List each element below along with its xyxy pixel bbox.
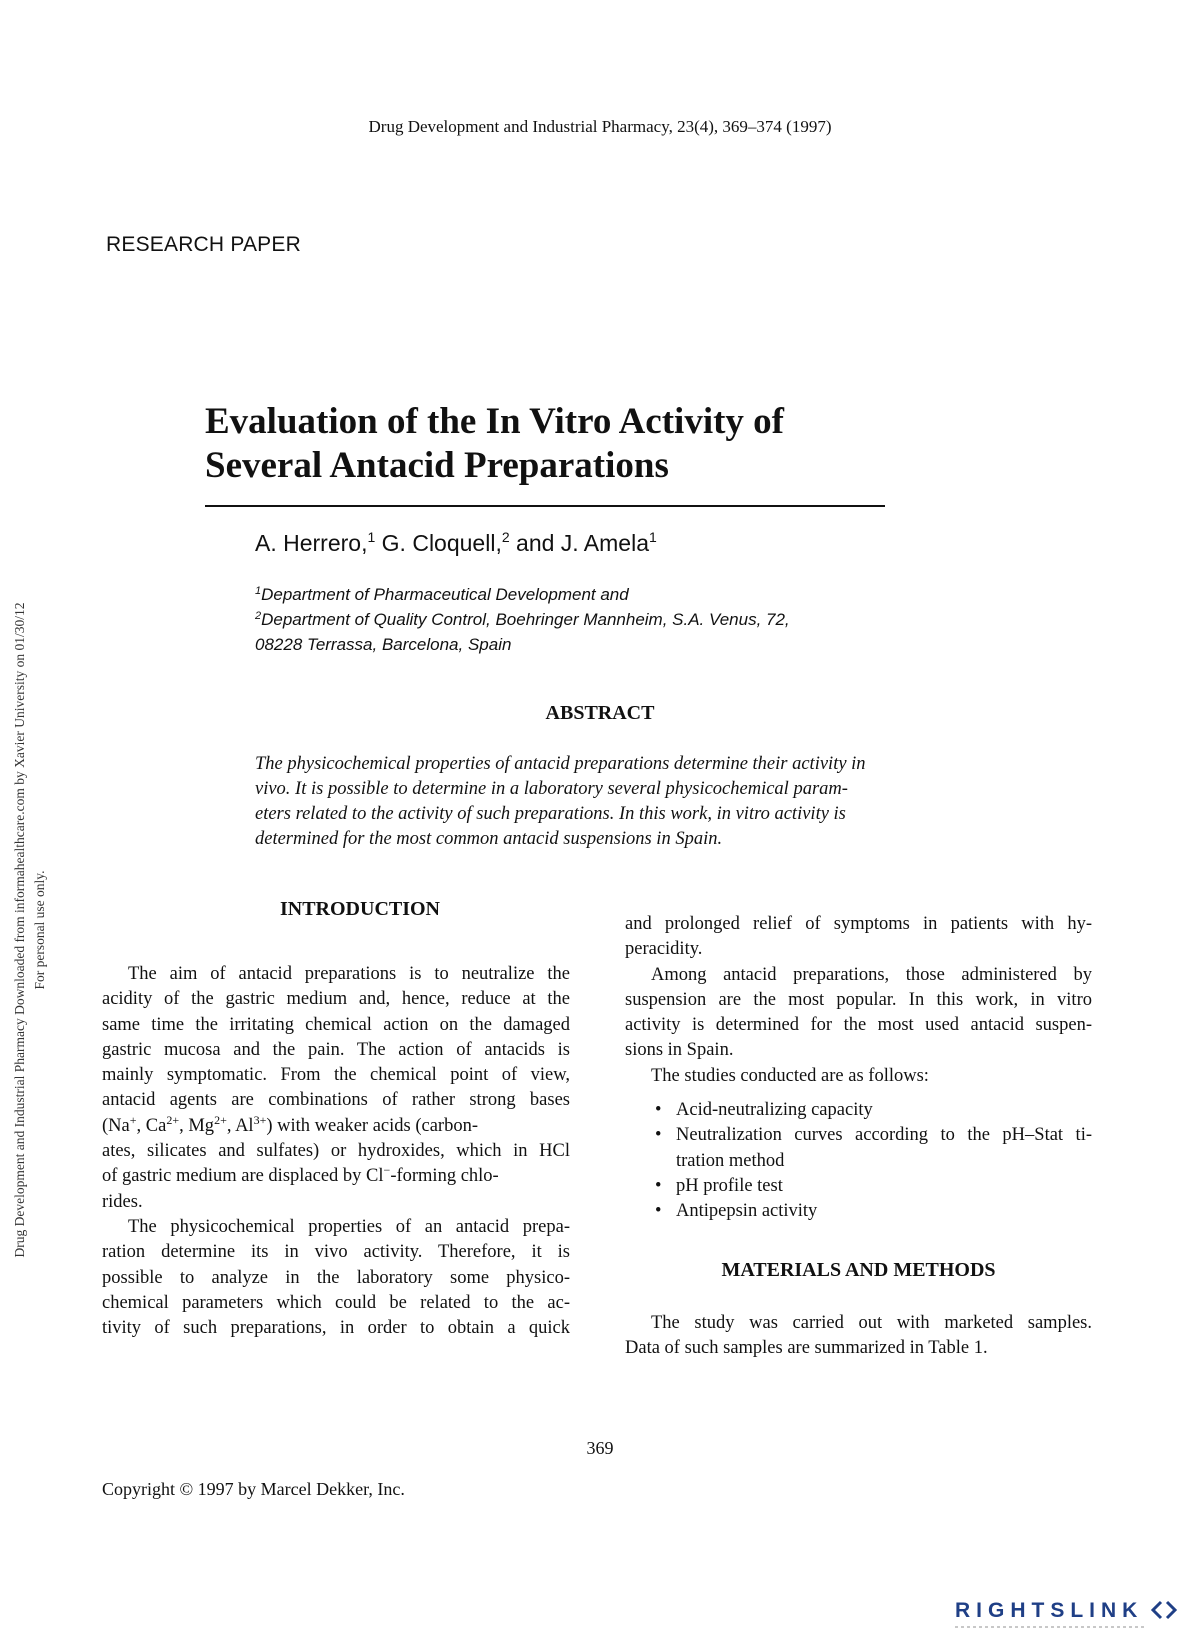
affiliation-line: $^1$Department of Pharmaceutical Development and	[255, 585, 629, 604]
author-list	[255, 530, 657, 557]
introduction-heading: INTRODUCTION	[279, 898, 441, 920]
text-line: and prolonged relief of symptoms in patients with hy-	[625, 914, 1092, 934]
author-affiliation-mark: 2	[501, 529, 510, 545]
text-line: ates, silicates and sulfates) or hydroxides, which in HCl	[102, 1141, 570, 1162]
section-tag: RESEARCH PAPER	[106, 233, 301, 256]
text-line: of gastric medium are displaced by Cl−-forming chlo-	[102, 1163, 499, 1187]
author-name: G. Cloquell,	[381, 530, 502, 556]
text-line: ration determine its in vivo activity. Therefore, it is	[102, 1242, 570, 1263]
text-line: tivity of such preparations, in order to obtain a quick	[102, 1318, 570, 1339]
rightslink-logo	[955, 1592, 1180, 1632]
title-line: Evaluation of the In Vitro Activity of	[205, 401, 784, 442]
copyright-notice: Copyright © 1997 by Marcel Dekker, Inc.	[102, 1479, 405, 1499]
abstract-line: The physicochemical properties of antacid preparations determine their activity in	[255, 754, 866, 774]
rightslink-text: RIGHTSLINK	[955, 1599, 1144, 1622]
list-item: • Acid-neutralizing capacity	[655, 1100, 873, 1120]
text-line: The study was carried out with marketed samples.	[651, 1313, 1092, 1333]
page-number: 369	[586, 1438, 614, 1458]
download-notice-line: Drug Development and Industrial Pharmacy Downloaded from informahealthcare.com by Xavier University on 01/30/12	[12, 602, 27, 1258]
abstract-line: eters related to the activity of such preparations. In this work, in vitro activity is	[255, 804, 846, 824]
text-line: suspension are the most popular. In this work, in vitro	[625, 989, 1092, 1010]
list-item: • Antipepsin activity	[655, 1201, 818, 1222]
journal-header: Drug Development and Industrial Pharmacy, 23(4), 369–374 (1997)	[368, 117, 832, 136]
author-affiliation-mark: 1	[649, 529, 657, 545]
title-divider	[205, 505, 885, 507]
right-column-body	[625, 912, 1092, 1089]
rightslink-chevron-right-icon	[1167, 1602, 1175, 1618]
author-affiliation-mark: 1	[367, 529, 376, 545]
abstract-line: vivo. It is possible to determine in a laboratory several physicochemical param-	[255, 779, 848, 799]
text-line: Among antacid preparations, those administered by	[651, 964, 1092, 985]
download-notice-line: For personal use only.	[32, 870, 47, 990]
text-line: (Na+, $Ca^{2+}$, $Mg^{2+}$, $Al^{3+}$) with weaker acids (carbon-	[102, 1112, 478, 1136]
text-line: same time the irritating chemical action on the damaged	[102, 1014, 570, 1035]
text-line: activity is determined for the most used antacid suspen-	[625, 1015, 1092, 1036]
title-line: Several Antacid Preparations	[205, 445, 669, 486]
list-item: • Neutralization curves according to the pH–Stat ti- tration method	[655, 1125, 1092, 1171]
text-line: mainly symptomatic. From the chemical point of view,	[102, 1065, 570, 1086]
author-name: and J. Amela	[516, 530, 649, 556]
download-notice	[10, 603, 50, 1258]
rightslink-chevron-left-icon	[1153, 1602, 1161, 1618]
introduction-body	[102, 962, 570, 1341]
methods-body	[625, 1311, 1092, 1362]
text-line: rides.	[102, 1191, 143, 1212]
affiliation-line: $^2$Department of Quality Control, Boehringer Mannheim, S.A. Venus, 72,	[255, 610, 790, 629]
text-line: chemical parameters which could be related to the ac-	[102, 1292, 570, 1313]
text-line: The physicochemical properties of an antacid prepa-	[128, 1216, 570, 1237]
abstract-line: determined for the most common antacid suspensions in Spain.	[255, 829, 723, 849]
abstract-text	[255, 752, 967, 852]
text-line: Data of such samples are summarized in Table 1.	[625, 1338, 988, 1359]
text-line: The aim of antacid preparations is to neutralize the	[128, 964, 570, 984]
text-line: acidity of the gastric medium and, hence, reduce at the	[102, 989, 570, 1010]
text-line: The studies conducted are as follows:	[651, 1065, 929, 1086]
text-line: possible to analyze in the laboratory some physico-	[102, 1267, 570, 1288]
text-line: antacid agents are combinations of rather strong bases	[102, 1090, 570, 1111]
abstract-heading: ABSTRACT	[545, 702, 655, 724]
text-line: sions in Spain.	[625, 1040, 734, 1061]
affiliations	[255, 582, 790, 657]
paper-title	[205, 400, 965, 488]
text-line: peracidity.	[625, 939, 703, 960]
methods-heading: MATERIALS AND METHODS	[721, 1259, 996, 1281]
list-item: • pH profile test	[655, 1175, 783, 1196]
text-line: gastric mucosa and the pain. The action of antacids is	[102, 1039, 570, 1060]
affiliation-line: 08228 Terrassa, Barcelona, Spain	[255, 635, 512, 654]
author-name: A. Herrero,	[255, 530, 368, 556]
studies-list	[650, 1098, 1092, 1224]
